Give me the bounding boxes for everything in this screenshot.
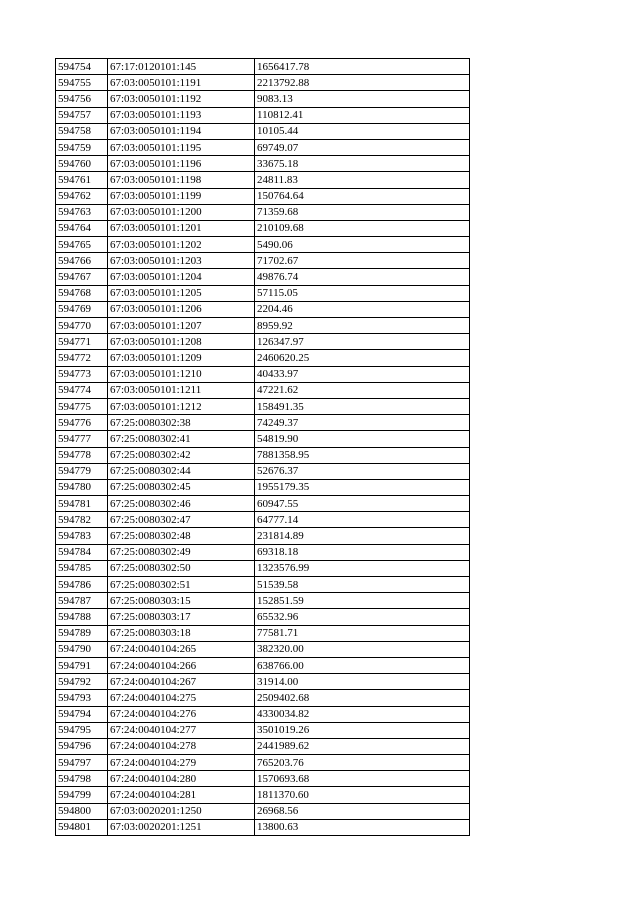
row-id-cell: 594790 <box>56 641 108 657</box>
value-cell: 3501019.26 <box>255 722 470 738</box>
table-row <box>56 641 470 657</box>
table-row <box>56 431 470 447</box>
value-cell: 5490.06 <box>255 237 470 253</box>
cadastral-number-cell: 67:03:0050101:1195 <box>108 139 255 155</box>
row-id-cell: 594756 <box>56 91 108 107</box>
table-row <box>56 382 470 398</box>
value-cell: 382320.00 <box>255 641 470 657</box>
value-cell: 2204.46 <box>255 301 470 317</box>
cadastral-number-cell: 67:03:0050101:1209 <box>108 350 255 366</box>
cadastral-number-cell: 67:03:0050101:1212 <box>108 398 255 414</box>
cadastral-number-cell: 67:03:0050101:1206 <box>108 301 255 317</box>
value-cell: 60947.55 <box>255 496 470 512</box>
row-id-cell: 594792 <box>56 674 108 690</box>
row-id-cell: 594754 <box>56 59 108 75</box>
row-id-cell: 594779 <box>56 463 108 479</box>
table-row <box>56 75 470 91</box>
value-cell: 77581.71 <box>255 625 470 641</box>
cadastral-number-cell: 67:24:0040104:266 <box>108 657 255 673</box>
row-id-cell: 594770 <box>56 318 108 334</box>
row-id-cell: 594783 <box>56 528 108 544</box>
table-row <box>56 318 470 334</box>
table-row <box>56 512 470 528</box>
cadastral-number-cell: 67:25:0080303:18 <box>108 625 255 641</box>
table-row <box>56 253 470 269</box>
table-row <box>56 771 470 787</box>
table-row <box>56 479 470 495</box>
table-row <box>56 398 470 414</box>
value-cell: 26968.56 <box>255 803 470 819</box>
row-id-cell: 594771 <box>56 334 108 350</box>
row-id-cell: 594781 <box>56 496 108 512</box>
table-row <box>56 577 470 593</box>
table-row <box>56 528 470 544</box>
table-row <box>56 285 470 301</box>
cadastral-number-cell: 67:25:0080303:17 <box>108 609 255 625</box>
row-id-cell: 594759 <box>56 139 108 155</box>
row-id-cell: 594765 <box>56 237 108 253</box>
row-id-cell: 594784 <box>56 544 108 560</box>
value-cell: 40433.97 <box>255 366 470 382</box>
table-row <box>56 706 470 722</box>
value-cell: 49876.74 <box>255 269 470 285</box>
table-row <box>56 220 470 236</box>
value-cell: 638766.00 <box>255 657 470 673</box>
table-row <box>56 204 470 220</box>
value-cell: 47221.62 <box>255 382 470 398</box>
cadastral-number-cell: 67:03:0050101:1205 <box>108 285 255 301</box>
table-row <box>56 188 470 204</box>
table-row <box>56 755 470 771</box>
value-cell: 54819.90 <box>255 431 470 447</box>
value-cell: 31914.00 <box>255 674 470 690</box>
value-cell: 9083.13 <box>255 91 470 107</box>
value-cell: 158491.35 <box>255 398 470 414</box>
row-id-cell: 594762 <box>56 188 108 204</box>
row-id-cell: 594766 <box>56 253 108 269</box>
value-cell: 150764.64 <box>255 188 470 204</box>
value-cell: 33675.18 <box>255 156 470 172</box>
table-row <box>56 819 470 835</box>
row-id-cell: 594764 <box>56 220 108 236</box>
cadastral-number-cell: 67:24:0040104:267 <box>108 674 255 690</box>
cadastral-number-cell: 67:25:0080302:41 <box>108 431 255 447</box>
cadastral-number-cell: 67:24:0040104:278 <box>108 738 255 754</box>
value-cell: 8959.92 <box>255 318 470 334</box>
cadastral-number-cell: 67:03:0050101:1196 <box>108 156 255 172</box>
row-id-cell: 594780 <box>56 479 108 495</box>
row-id-cell: 594776 <box>56 415 108 431</box>
table-row <box>56 690 470 706</box>
row-id-cell: 594758 <box>56 123 108 139</box>
value-cell: 2441989.62 <box>255 738 470 754</box>
table-row <box>56 803 470 819</box>
value-cell: 1323576.99 <box>255 560 470 576</box>
row-id-cell: 594757 <box>56 107 108 123</box>
row-id-cell: 594797 <box>56 755 108 771</box>
value-cell: 126347.97 <box>255 334 470 350</box>
cadastral-number-cell: 67:24:0040104:276 <box>108 706 255 722</box>
cadastral-number-cell: 67:03:0050101:1202 <box>108 237 255 253</box>
cadastral-number-cell: 67:25:0080302:38 <box>108 415 255 431</box>
table-row <box>56 738 470 754</box>
cadastral-number-cell: 67:25:0080302:48 <box>108 528 255 544</box>
row-id-cell: 594763 <box>56 204 108 220</box>
cadastral-number-cell: 67:03:0050101:1211 <box>108 382 255 398</box>
table-row <box>56 123 470 139</box>
row-id-cell: 594798 <box>56 771 108 787</box>
row-id-cell: 594761 <box>56 172 108 188</box>
cadastral-number-cell: 67:03:0050101:1203 <box>108 253 255 269</box>
row-id-cell: 594782 <box>56 512 108 528</box>
table-row <box>56 496 470 512</box>
table-row <box>56 593 470 609</box>
row-id-cell: 594789 <box>56 625 108 641</box>
cadastral-number-cell: 67:25:0080302:42 <box>108 447 255 463</box>
table-body <box>56 59 470 836</box>
row-id-cell: 594794 <box>56 706 108 722</box>
table-row <box>56 366 470 382</box>
value-cell: 2213792.88 <box>255 75 470 91</box>
cadastral-number-cell: 67:03:0050101:1198 <box>108 172 255 188</box>
value-cell: 57115.05 <box>255 285 470 301</box>
cadastral-number-cell: 67:25:0080303:15 <box>108 593 255 609</box>
table-row <box>56 139 470 155</box>
row-id-cell: 594788 <box>56 609 108 625</box>
table-row <box>56 463 470 479</box>
table-row <box>56 172 470 188</box>
value-cell: 1811370.60 <box>255 787 470 803</box>
row-id-cell: 594795 <box>56 722 108 738</box>
value-cell: 52676.37 <box>255 463 470 479</box>
table-row <box>56 91 470 107</box>
value-cell: 2460620.25 <box>255 350 470 366</box>
table-row <box>56 415 470 431</box>
value-cell: 765203.76 <box>255 755 470 771</box>
value-cell: 69318.18 <box>255 544 470 560</box>
row-id-cell: 594755 <box>56 75 108 91</box>
table-row <box>56 447 470 463</box>
value-cell: 69749.07 <box>255 139 470 155</box>
cadastral-number-cell: 67:03:0050101:1210 <box>108 366 255 382</box>
row-id-cell: 594785 <box>56 560 108 576</box>
row-id-cell: 594787 <box>56 593 108 609</box>
table-row <box>56 787 470 803</box>
cadastral-number-cell: 67:03:0050101:1208 <box>108 334 255 350</box>
table-row <box>56 269 470 285</box>
row-id-cell: 594778 <box>56 447 108 463</box>
table-row <box>56 59 470 75</box>
row-id-cell: 594796 <box>56 738 108 754</box>
table-row <box>56 609 470 625</box>
cadastral-number-cell: 67:03:0050101:1207 <box>108 318 255 334</box>
cadastral-number-cell: 67:25:0080302:49 <box>108 544 255 560</box>
row-id-cell: 594786 <box>56 577 108 593</box>
row-id-cell: 594767 <box>56 269 108 285</box>
value-cell: 24811.83 <box>255 172 470 188</box>
cadastral-number-cell: 67:03:0050101:1200 <box>108 204 255 220</box>
cadastral-number-cell: 67:03:0020201:1251 <box>108 819 255 835</box>
row-id-cell: 594775 <box>56 398 108 414</box>
row-id-cell: 594793 <box>56 690 108 706</box>
value-cell: 4330034.82 <box>255 706 470 722</box>
cadastral-number-cell: 67:17:0120101:145 <box>108 59 255 75</box>
cadastral-number-cell: 67:03:0050101:1201 <box>108 220 255 236</box>
cadastral-number-cell: 67:03:0050101:1194 <box>108 123 255 139</box>
table-row <box>56 237 470 253</box>
cadastral-number-cell: 67:03:0050101:1199 <box>108 188 255 204</box>
cadastral-number-cell: 67:25:0080302:46 <box>108 496 255 512</box>
cadastral-number-cell: 67:24:0040104:279 <box>108 755 255 771</box>
value-cell: 210109.68 <box>255 220 470 236</box>
cadastral-number-cell: 67:03:0020201:1250 <box>108 803 255 819</box>
table-row <box>56 301 470 317</box>
row-id-cell: 594768 <box>56 285 108 301</box>
value-cell: 110812.41 <box>255 107 470 123</box>
value-cell: 13800.63 <box>255 819 470 835</box>
cadastral-number-cell: 67:24:0040104:265 <box>108 641 255 657</box>
row-id-cell: 594773 <box>56 366 108 382</box>
row-id-cell: 594774 <box>56 382 108 398</box>
table-row <box>56 334 470 350</box>
table-row <box>56 350 470 366</box>
value-cell: 65532.96 <box>255 609 470 625</box>
value-cell: 74249.37 <box>255 415 470 431</box>
value-cell: 1955179.35 <box>255 479 470 495</box>
table-row <box>56 722 470 738</box>
cadastral-number-cell: 67:25:0080302:47 <box>108 512 255 528</box>
table-row <box>56 107 470 123</box>
cadastral-number-cell: 67:25:0080302:51 <box>108 577 255 593</box>
value-cell: 7881358.95 <box>255 447 470 463</box>
row-id-cell: 594777 <box>56 431 108 447</box>
cadastral-number-cell: 67:25:0080302:44 <box>108 463 255 479</box>
row-id-cell: 594791 <box>56 657 108 673</box>
cadastral-number-cell: 67:24:0040104:277 <box>108 722 255 738</box>
row-id-cell: 594769 <box>56 301 108 317</box>
cadastral-number-cell: 67:24:0040104:281 <box>108 787 255 803</box>
value-cell: 71359.68 <box>255 204 470 220</box>
cadastral-number-cell: 67:24:0040104:275 <box>108 690 255 706</box>
value-cell: 152851.59 <box>255 593 470 609</box>
cadastral-number-cell: 67:03:0050101:1192 <box>108 91 255 107</box>
cadastral-number-cell: 67:25:0080302:45 <box>108 479 255 495</box>
cadastral-number-cell: 67:25:0080302:50 <box>108 560 255 576</box>
cadastral-number-cell: 67:24:0040104:280 <box>108 771 255 787</box>
value-cell: 64777.14 <box>255 512 470 528</box>
value-cell: 71702.67 <box>255 253 470 269</box>
table-row <box>56 560 470 576</box>
value-cell: 1656417.78 <box>255 59 470 75</box>
table-row <box>56 156 470 172</box>
value-cell: 231814.89 <box>255 528 470 544</box>
cadastral-number-cell: 67:03:0050101:1204 <box>108 269 255 285</box>
value-cell: 1570693.68 <box>255 771 470 787</box>
row-id-cell: 594760 <box>56 156 108 172</box>
value-cell: 2509402.68 <box>255 690 470 706</box>
table-row <box>56 657 470 673</box>
value-cell: 10105.44 <box>255 123 470 139</box>
row-id-cell: 594799 <box>56 787 108 803</box>
cadastral-number-cell: 67:03:0050101:1191 <box>108 75 255 91</box>
cadastral-number-cell: 67:03:0050101:1193 <box>108 107 255 123</box>
row-id-cell: 594772 <box>56 350 108 366</box>
table-row <box>56 674 470 690</box>
table-row <box>56 625 470 641</box>
value-cell: 51539.58 <box>255 577 470 593</box>
row-id-cell: 594800 <box>56 803 108 819</box>
row-id-cell: 594801 <box>56 819 108 835</box>
cadastral-value-table <box>55 58 470 836</box>
table-row <box>56 544 470 560</box>
